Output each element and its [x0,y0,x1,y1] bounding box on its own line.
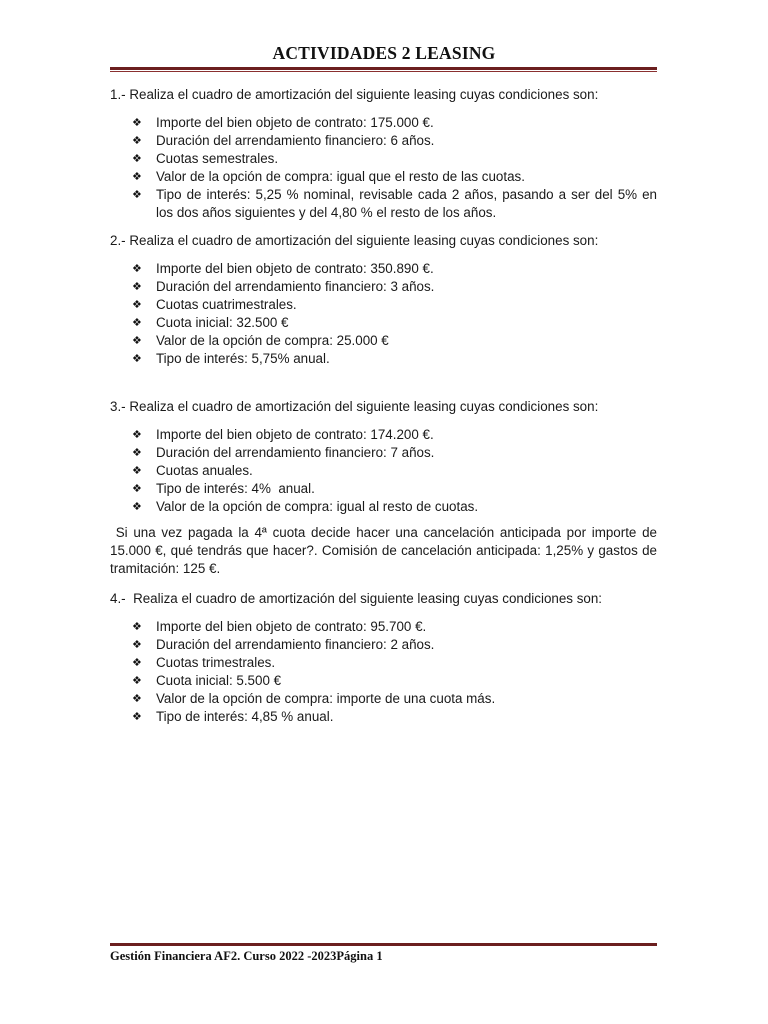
header-rule [110,67,657,70]
diamond-bullet-icon: ❖ [132,500,142,513]
cancellation-note: Si una vez pagada la 4ª cuota decide hacer una cancelación anticipada por importe de 15.000 €, qué tendrás que hacer?. Comisión de cancelación anticipada: 1,25% y gastos de tramitación: 125 €. [110,525,661,576]
item-text: Valor de la opción de compra: igual que el resto de las cuotas. [156,169,525,184]
item-text: Duración del arrendamiento financiero: 3 años. [156,279,435,294]
exercise-heading: 2.- Realiza el cuadro de amortización del siguiente leasing cuyas condiciones son: [110,233,599,248]
diamond-bullet-icon: ❖ [132,262,142,275]
list-item [132,690,657,708]
diamond-bullet-icon: ❖ [132,692,142,705]
list-item [132,618,657,636]
condition-list [110,426,657,516]
item-text: Cuotas semestrales. [156,151,279,166]
list-item [132,426,657,444]
item-text: Importe del bien objeto de contrato: 95.700 €. [156,619,427,634]
list-item [132,350,657,368]
diamond-bullet-icon: ❖ [132,116,142,129]
item-text: Tipo de interés: 5,75% anual. [156,351,330,366]
list-item [132,444,657,462]
list-item [132,462,657,480]
list-item [132,498,657,516]
exercise-heading: 4.- Realiza el cuadro de amortización del siguiente leasing cuyas condiciones son: [110,591,603,606]
diamond-bullet-icon: ❖ [132,482,142,495]
list-item [132,168,657,186]
diamond-bullet-icon: ❖ [132,334,142,347]
diamond-bullet-icon: ❖ [132,316,142,329]
item-text: Cuotas cuatrimestrales. [156,297,297,312]
diamond-bullet-icon: ❖ [132,134,142,147]
condition-list [110,618,657,726]
list-item [132,114,657,132]
list-item [132,332,657,350]
item-text: Importe del bien objeto de contrato: 350.890 €. [156,261,434,276]
diamond-bullet-icon: ❖ [132,710,142,723]
list-item [132,278,657,296]
item-text: Cuotas trimestrales. [156,655,276,670]
condition-list [110,260,657,368]
item-text: Tipo de interés: 4% anual. [156,481,315,496]
diamond-bullet-icon: ❖ [132,464,142,477]
item-text: Tipo de interés: 5,25 % nominal, revisable cada 2 años, pasando a ser del 5% en los dos años siguientes y del 4,80 % el resto de los años. [156,187,657,220]
list-item [132,314,657,332]
diamond-bullet-icon: ❖ [132,428,142,441]
list-item [132,654,657,672]
item-text: Importe del bien objeto de contrato: 174.200 €. [156,427,434,442]
diamond-bullet-icon: ❖ [132,152,142,165]
item-text: Cuota inicial: 5.500 € [156,673,282,688]
list-item [132,186,657,222]
exercise-list [110,86,661,726]
item-text: Cuota inicial: 32.500 € [156,315,289,330]
diamond-bullet-icon: ❖ [132,656,142,669]
diamond-bullet-icon: ❖ [132,674,142,687]
list-item [132,296,657,314]
exercise-2 [110,232,657,368]
header-rule-thin [110,71,657,72]
list-item [132,636,657,654]
list-item [132,132,657,150]
item-text: Valor de la opción de compra: 25.000 € [156,333,389,348]
exercise-heading: 3.- Realiza el cuadro de amortización del siguiente leasing cuyas condiciones son: [110,399,599,414]
list-item [132,150,657,168]
diamond-bullet-icon: ❖ [132,170,142,183]
diamond-bullet-icon: ❖ [132,638,142,651]
exercise-3 [110,398,661,578]
list-item [132,480,657,498]
item-text: Duración del arrendamiento financiero: 6 años. [156,133,435,148]
item-text: Duración del arrendamiento financiero: 7 años. [156,445,435,460]
diamond-bullet-icon: ❖ [132,352,142,365]
list-item [132,708,657,726]
item-text: Cuotas anuales. [156,463,253,478]
exercise-4 [110,590,657,726]
item-text: Importe del bien objeto de contrato: 175.000 €. [156,115,434,130]
item-text: Valor de la opción de compra: igual al resto de cuotas. [156,499,479,514]
diamond-bullet-icon: ❖ [132,620,142,633]
list-item [132,672,657,690]
item-text: Valor de la opción de compra: importe de una cuota más. [156,691,496,706]
item-text: Duración del arrendamiento financiero: 2 años. [156,637,435,652]
footer-rule [110,943,657,946]
item-text: Tipo de interés: 4,85 % anual. [156,709,334,724]
exercise-heading: 1.- Realiza el cuadro de amortización del siguiente leasing cuyas condiciones son: [110,87,599,102]
diamond-bullet-icon: ❖ [132,446,142,459]
list-item [132,260,657,278]
exercise-1 [110,86,657,222]
page-footer: Gestión Financiera AF2. Curso 2022 -2023Página 1 [110,949,383,963]
condition-list [110,114,657,222]
diamond-bullet-icon: ❖ [132,188,142,201]
diamond-bullet-icon: ❖ [132,280,142,293]
page-title: ACTIVIDADES 2 LEASING [272,43,496,63]
diamond-bullet-icon: ❖ [132,298,142,311]
